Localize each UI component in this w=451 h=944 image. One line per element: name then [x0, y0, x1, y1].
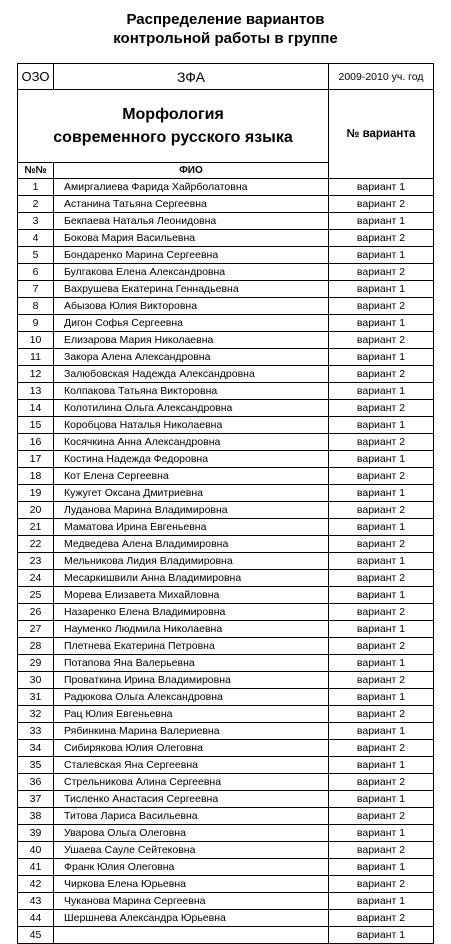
table-row: [18, 825, 434, 842]
row-number-cell: 3: [18, 213, 54, 230]
row-variant-cell: вариант 1: [329, 757, 434, 774]
row-name-cell: Костина Надежда Федоровна: [54, 451, 329, 468]
row-variant-cell: вариант 1: [329, 281, 434, 298]
row-number-cell: 8: [18, 298, 54, 315]
row-name-cell: Луданова Марина Владимировна: [54, 502, 329, 519]
row-number-cell: 18: [18, 468, 54, 485]
table-row: [18, 502, 434, 519]
row-variant-cell: вариант 1: [329, 655, 434, 672]
table-row: [18, 519, 434, 536]
table-row: [18, 179, 434, 196]
table-row: [18, 196, 434, 213]
table-row: [18, 570, 434, 587]
row-number-cell: 33: [18, 723, 54, 740]
row-variant-cell: вариант 1: [329, 383, 434, 400]
row-number-cell: 7: [18, 281, 54, 298]
row-name-cell: Бекпаева Наталья Леонидовна: [54, 213, 329, 230]
table-row: [18, 451, 434, 468]
row-variant-cell: вариант 1: [329, 893, 434, 910]
table-row: [18, 247, 434, 264]
row-variant-cell: вариант 1: [329, 315, 434, 332]
row-variant-cell: вариант 1: [329, 587, 434, 604]
table-row: [18, 791, 434, 808]
row-number-cell: 16: [18, 434, 54, 451]
row-name-cell: Кужугет Оксана Дмитриевна: [54, 485, 329, 502]
row-variant-cell: вариант 1: [329, 689, 434, 706]
row-variant-cell: вариант 1: [329, 417, 434, 434]
year-cell: 2009-2010 уч. год: [329, 64, 434, 90]
number-column-header: №№: [18, 163, 54, 179]
form-cell: ОЗО: [18, 64, 54, 90]
row-name-cell: Медведева Алена Владимировна: [54, 536, 329, 553]
row-name-cell: Плетнева Екатерина Петровна: [54, 638, 329, 655]
row-name-cell: Амиргалиева Фарида Хайрболатовна: [54, 179, 329, 196]
row-name-cell: Елизарова Мария Николаевна: [54, 332, 329, 349]
group-cell: ЗФА: [54, 64, 329, 90]
row-variant-cell: вариант 1: [329, 791, 434, 808]
row-variant-cell: вариант 1: [329, 451, 434, 468]
table-row: [18, 349, 434, 366]
row-number-cell: 38: [18, 808, 54, 825]
row-number-cell: 27: [18, 621, 54, 638]
row-variant-cell: вариант 2: [329, 400, 434, 417]
row-number-cell: 22: [18, 536, 54, 553]
row-number-cell: 17: [18, 451, 54, 468]
table-row: [18, 876, 434, 893]
row-number-cell: 13: [18, 383, 54, 400]
row-number-cell: 19: [18, 485, 54, 502]
row-name-cell: Мельникова Лидия Владимировна: [54, 553, 329, 570]
row-number-cell: 42: [18, 876, 54, 893]
table-row: [18, 723, 434, 740]
row-name-cell: Астанина Татьяна Сергеевна: [54, 196, 329, 213]
table-row: [18, 400, 434, 417]
table-row: [18, 434, 434, 451]
row-number-cell: 45: [18, 927, 54, 944]
row-name-cell: Чуканова Марина Сергеевна: [54, 893, 329, 910]
table-row: [18, 230, 434, 247]
title-line-2: контрольной работы в группе: [113, 30, 338, 47]
row-number-cell: 2: [18, 196, 54, 213]
table-row: [18, 587, 434, 604]
row-variant-cell: вариант 1: [329, 485, 434, 502]
row-variant-cell: вариант 2: [329, 672, 434, 689]
row-number-cell: 31: [18, 689, 54, 706]
table-row: [18, 910, 434, 927]
table-row: [18, 315, 434, 332]
row-variant-cell: вариант 2: [329, 264, 434, 281]
table-row: [18, 468, 434, 485]
title-line-1: Распределение вариантов: [126, 11, 325, 28]
row-name-cell: Месаркишвили Анна Владимировна: [54, 570, 329, 587]
row-name-cell: Маматова Ирина Евгеньевна: [54, 519, 329, 536]
row-number-cell: 6: [18, 264, 54, 281]
row-number-cell: 25: [18, 587, 54, 604]
row-variant-cell: вариант 2: [329, 468, 434, 485]
row-number-cell: 1: [18, 179, 54, 196]
table-row: [18, 859, 434, 876]
row-name-cell: Радюкова Ольга Александровна: [54, 689, 329, 706]
table-row: [18, 553, 434, 570]
row-variant-cell: вариант 1: [329, 553, 434, 570]
row-variant-cell: вариант 2: [329, 332, 434, 349]
table-row: [18, 621, 434, 638]
row-number-cell: 10: [18, 332, 54, 349]
row-name-cell: Колпакова Татьяна Викторовна: [54, 383, 329, 400]
row-variant-cell: вариант 1: [329, 859, 434, 876]
table-row: [18, 604, 434, 621]
row-number-cell: 39: [18, 825, 54, 842]
row-name-cell: Закора Алена Александровна: [54, 349, 329, 366]
row-number-cell: 4: [18, 230, 54, 247]
row-variant-cell: вариант 2: [329, 638, 434, 655]
row-variant-cell: вариант 1: [329, 213, 434, 230]
row-name-cell: Шершнева Александра Юрьевна: [54, 910, 329, 927]
row-variant-cell: вариант 2: [329, 366, 434, 383]
table-row: [18, 689, 434, 706]
table-row: [18, 706, 434, 723]
row-number-cell: 44: [18, 910, 54, 927]
document-title: [0, 10, 451, 48]
table-row: [18, 213, 434, 230]
row-number-cell: 36: [18, 774, 54, 791]
table-row: [18, 366, 434, 383]
row-name-cell: [54, 927, 329, 944]
table-row: [18, 927, 434, 944]
subject-cell: [18, 90, 329, 163]
row-number-cell: 34: [18, 740, 54, 757]
row-variant-cell: вариант 1: [329, 349, 434, 366]
row-number-cell: 20: [18, 502, 54, 519]
row-name-cell: Вахрушева Екатерина Геннадьевна: [54, 281, 329, 298]
row-number-cell: 14: [18, 400, 54, 417]
row-number-cell: 21: [18, 519, 54, 536]
row-number-cell: 43: [18, 893, 54, 910]
subject-row: [18, 90, 434, 163]
row-name-cell: Булгакова Елена Александровна: [54, 264, 329, 281]
row-number-cell: 24: [18, 570, 54, 587]
header-row: [18, 64, 434, 90]
row-name-cell: Науменко Людмила Николаевна: [54, 621, 329, 638]
row-name-cell: Назаренко Елена Владимировна: [54, 604, 329, 621]
row-name-cell: Тисленко Анастасия Сергеевна: [54, 791, 329, 808]
row-number-cell: 9: [18, 315, 54, 332]
row-name-cell: Морева Елизавета Михайловна: [54, 587, 329, 604]
row-variant-cell: вариант 2: [329, 876, 434, 893]
row-variant-cell: вариант 1: [329, 179, 434, 196]
row-variant-cell: вариант 2: [329, 842, 434, 859]
table-row: [18, 281, 434, 298]
row-variant-cell: вариант 2: [329, 706, 434, 723]
subject-line-2: современного русского языка: [53, 129, 293, 146]
variants-table: [17, 63, 434, 944]
row-variant-cell: вариант 1: [329, 927, 434, 944]
table-row: [18, 672, 434, 689]
variant-column-header: № варианта: [329, 90, 434, 179]
row-name-cell: Потапова Яна Валерьевна: [54, 655, 329, 672]
row-name-cell: Рац Юлия Евгеньевна: [54, 706, 329, 723]
row-variant-cell: вариант 1: [329, 825, 434, 842]
row-name-cell: Кот Елена Сергеевна: [54, 468, 329, 485]
row-name-cell: Залюбовская Надежда Александровна: [54, 366, 329, 383]
table-row: [18, 740, 434, 757]
row-number-cell: 11: [18, 349, 54, 366]
row-number-cell: 29: [18, 655, 54, 672]
row-name-cell: Дигон Софья Сергеевна: [54, 315, 329, 332]
row-name-cell: Франк Юлия Олеговна: [54, 859, 329, 876]
row-name-cell: Уварова Ольга Олеговна: [54, 825, 329, 842]
row-number-cell: 37: [18, 791, 54, 808]
row-variant-cell: вариант 2: [329, 604, 434, 621]
table-row: [18, 264, 434, 281]
row-number-cell: 12: [18, 366, 54, 383]
table-row: [18, 298, 434, 315]
row-variant-cell: вариант 2: [329, 230, 434, 247]
row-name-cell: Бокова Мария Васильевна: [54, 230, 329, 247]
row-name-cell: Чиркова Елена Юрьевна: [54, 876, 329, 893]
row-variant-cell: вариант 2: [329, 570, 434, 587]
table-row: [18, 655, 434, 672]
row-number-cell: 23: [18, 553, 54, 570]
table-row: [18, 757, 434, 774]
row-number-cell: 26: [18, 604, 54, 621]
table-row: [18, 638, 434, 655]
row-variant-cell: вариант 2: [329, 298, 434, 315]
table-row: [18, 417, 434, 434]
row-number-cell: 40: [18, 842, 54, 859]
row-variant-cell: вариант 2: [329, 808, 434, 825]
row-name-cell: Колотилина Ольга Александровна: [54, 400, 329, 417]
row-variant-cell: вариант 1: [329, 247, 434, 264]
row-number-cell: 28: [18, 638, 54, 655]
row-number-cell: 30: [18, 672, 54, 689]
name-column-header: ФИО: [54, 163, 329, 179]
table-row: [18, 536, 434, 553]
table-row: [18, 485, 434, 502]
table-row: [18, 332, 434, 349]
table-row: [18, 383, 434, 400]
row-number-cell: 5: [18, 247, 54, 264]
row-number-cell: 41: [18, 859, 54, 876]
row-name-cell: Коробцова Наталья Николаевна: [54, 417, 329, 434]
table-row: [18, 774, 434, 791]
row-variant-cell: вариант 2: [329, 196, 434, 213]
row-variant-cell: вариант 1: [329, 723, 434, 740]
row-name-cell: Ушаева Сауле Сейтековна: [54, 842, 329, 859]
row-number-cell: 15: [18, 417, 54, 434]
row-name-cell: Абызова Юлия Викторовна: [54, 298, 329, 315]
row-name-cell: Титова Лариса Васильевна: [54, 808, 329, 825]
row-variant-cell: вариант 2: [329, 502, 434, 519]
table-row: [18, 808, 434, 825]
row-variant-cell: вариант 1: [329, 519, 434, 536]
row-variant-cell: вариант 2: [329, 910, 434, 927]
table-row: [18, 842, 434, 859]
row-name-cell: Проваткина Ирина Владимировна: [54, 672, 329, 689]
row-variant-cell: вариант 2: [329, 774, 434, 791]
subject-line-1: Морфология: [122, 106, 224, 123]
row-variant-cell: вариант 2: [329, 434, 434, 451]
row-name-cell: Сибирякова Юлия Олеговна: [54, 740, 329, 757]
row-variant-cell: вариант 1: [329, 621, 434, 638]
row-variant-cell: вариант 2: [329, 740, 434, 757]
row-name-cell: Рябинкина Марина Валериевна: [54, 723, 329, 740]
row-name-cell: Сталевская Яна Сергеевна: [54, 757, 329, 774]
row-number-cell: 35: [18, 757, 54, 774]
row-name-cell: Косячкина Анна Александровна: [54, 434, 329, 451]
row-name-cell: Стрельникова Алина Сергеевна: [54, 774, 329, 791]
row-name-cell: Бондаренко Марина Сергеевна: [54, 247, 329, 264]
row-number-cell: 32: [18, 706, 54, 723]
table-row: [18, 893, 434, 910]
row-variant-cell: вариант 2: [329, 536, 434, 553]
